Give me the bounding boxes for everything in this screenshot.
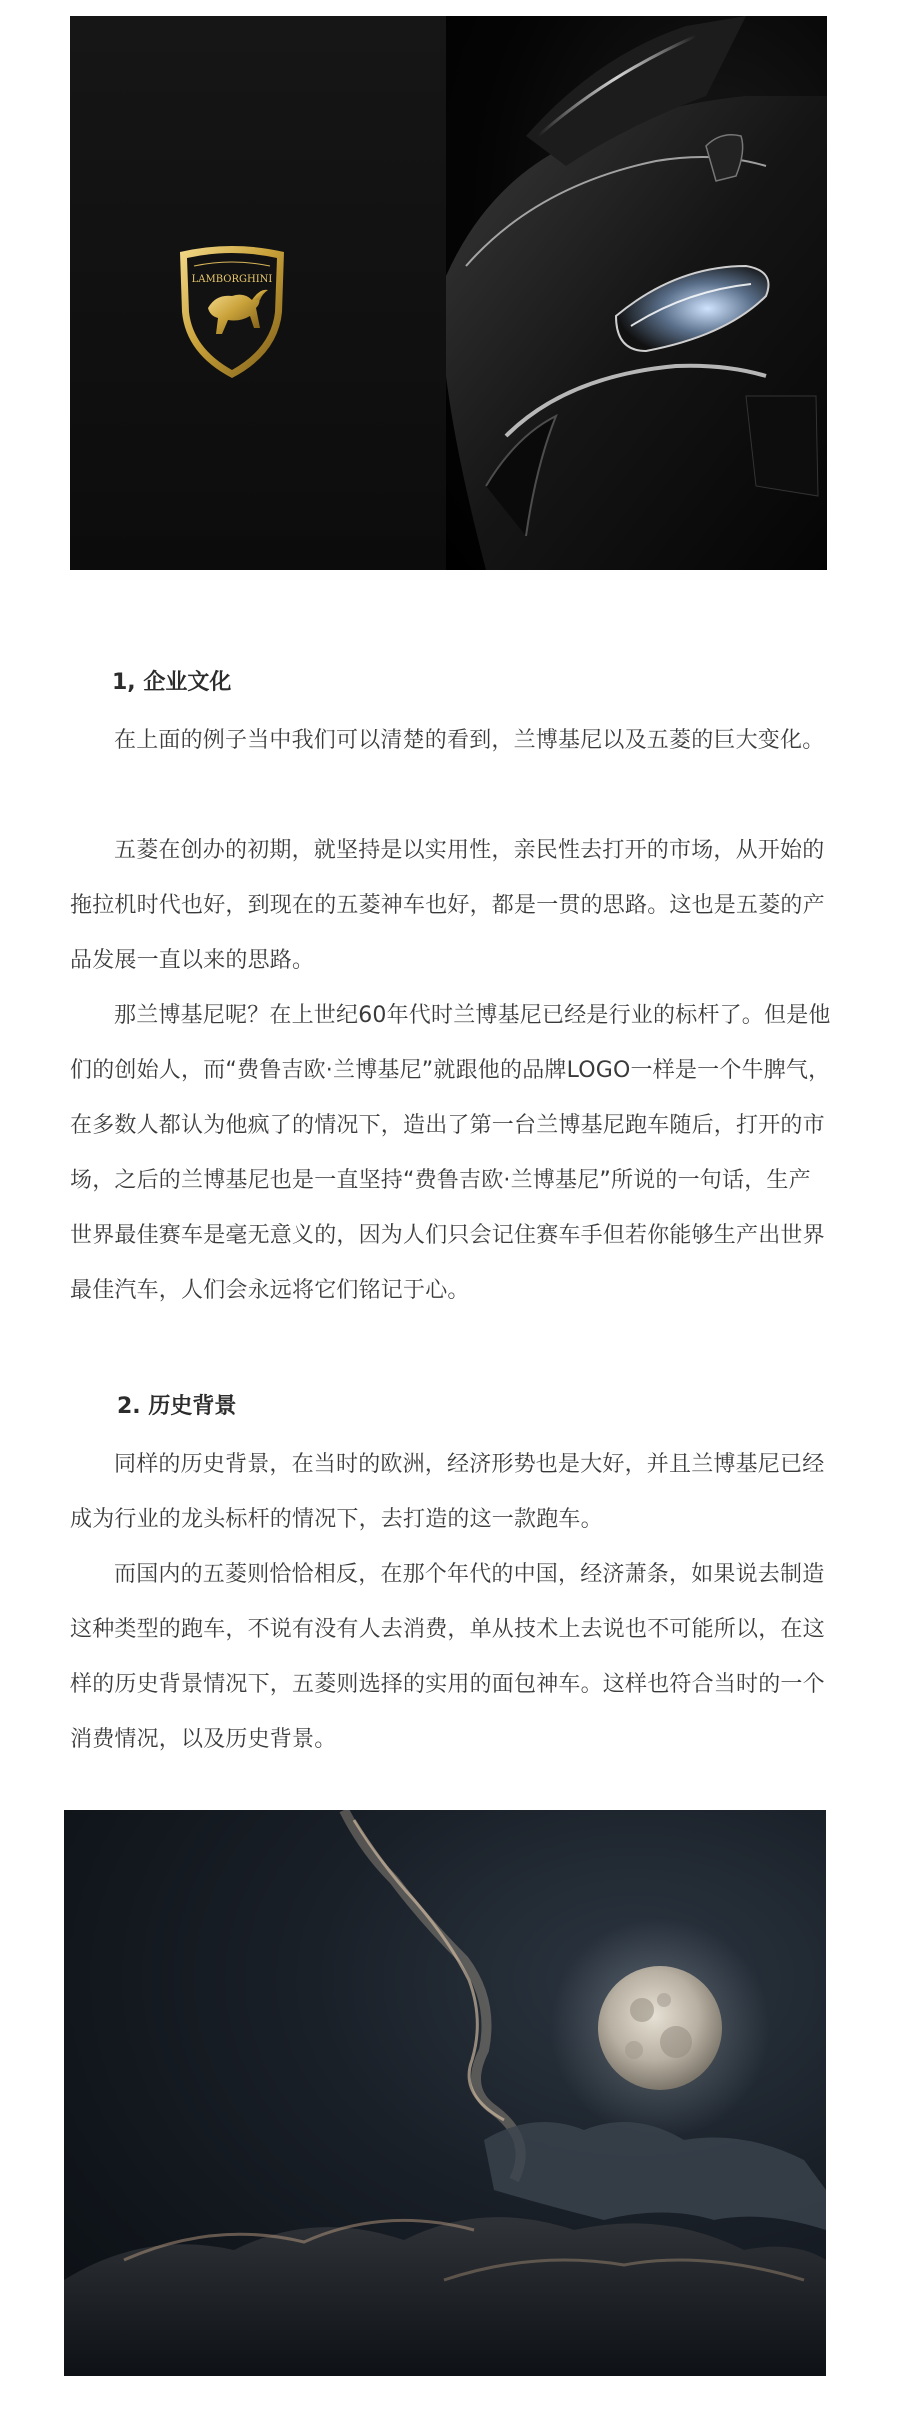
hero-image xyxy=(70,16,827,570)
moon-clouds-image xyxy=(64,1810,826,2376)
section-2-heading: 2. 历史背景 xyxy=(117,1394,237,1419)
logo-panel xyxy=(70,16,446,570)
logo-wordmark: LAMBORGHINI xyxy=(191,274,273,285)
section-1-paragraph-3: 那兰博基尼呢？在上世纪60年代时兰博基尼已经是行业的标杆了。但是他们的创始人，而“费鲁吉欧·兰博基尼”就跟他的品牌LOGO一样是一个牛脾气，在多数人都认为他疯了的情况下，造出了第一台兰博基尼跑车随后，打开的市场，之后的兰博基尼也是一直坚持“费鲁吉欧·兰博基尼”所说的一句话，生产世界最佳赛车是毫无意义的，因为人们只会记住赛车手但若你能够生产出世界最佳汽车，人们会永远将它们铭记于心。 xyxy=(70,1003,831,1303)
car-headlight-illustration xyxy=(446,16,827,570)
lamborghini-shield-icon xyxy=(174,242,290,382)
section-2-paragraph-1: 同样的历史背景，在当时的欧洲，经济形势也是大好，并且兰博基尼已经成为行业的龙头标杆的情况下，去打造的这一款跑车。 xyxy=(70,1452,825,1532)
moon-scene-illustration xyxy=(64,1810,826,2376)
section-2-paragraph-2: 而国内的五菱则恰恰相反，在那个年代的中国，经济萧条，如果说去制造这种类型的跑车，不说有没有人去消费，单从技术上去说也不可能所以，在这样的历史背景情况下，五菱则选择的实用的面包神车。这样也符合当时的一个消费情况，以及历史背景。 xyxy=(70,1562,825,1752)
section-1-heading: 1, 企业文化 xyxy=(112,670,232,695)
section-1-paragraph-2: 五菱在创办的初期，就坚持是以实用性，亲民性去打开的市场，从开始的拖拉机时代也好，到现在的五菱神车也好，都是一贯的思路。这也是五菱的产品发展一直以来的思路。 xyxy=(70,838,825,973)
car-panel xyxy=(446,16,827,570)
section-1-paragraph-1: 在上面的例子当中我们可以清楚的看到，兰博基尼以及五菱的巨大变化。 xyxy=(114,728,825,753)
